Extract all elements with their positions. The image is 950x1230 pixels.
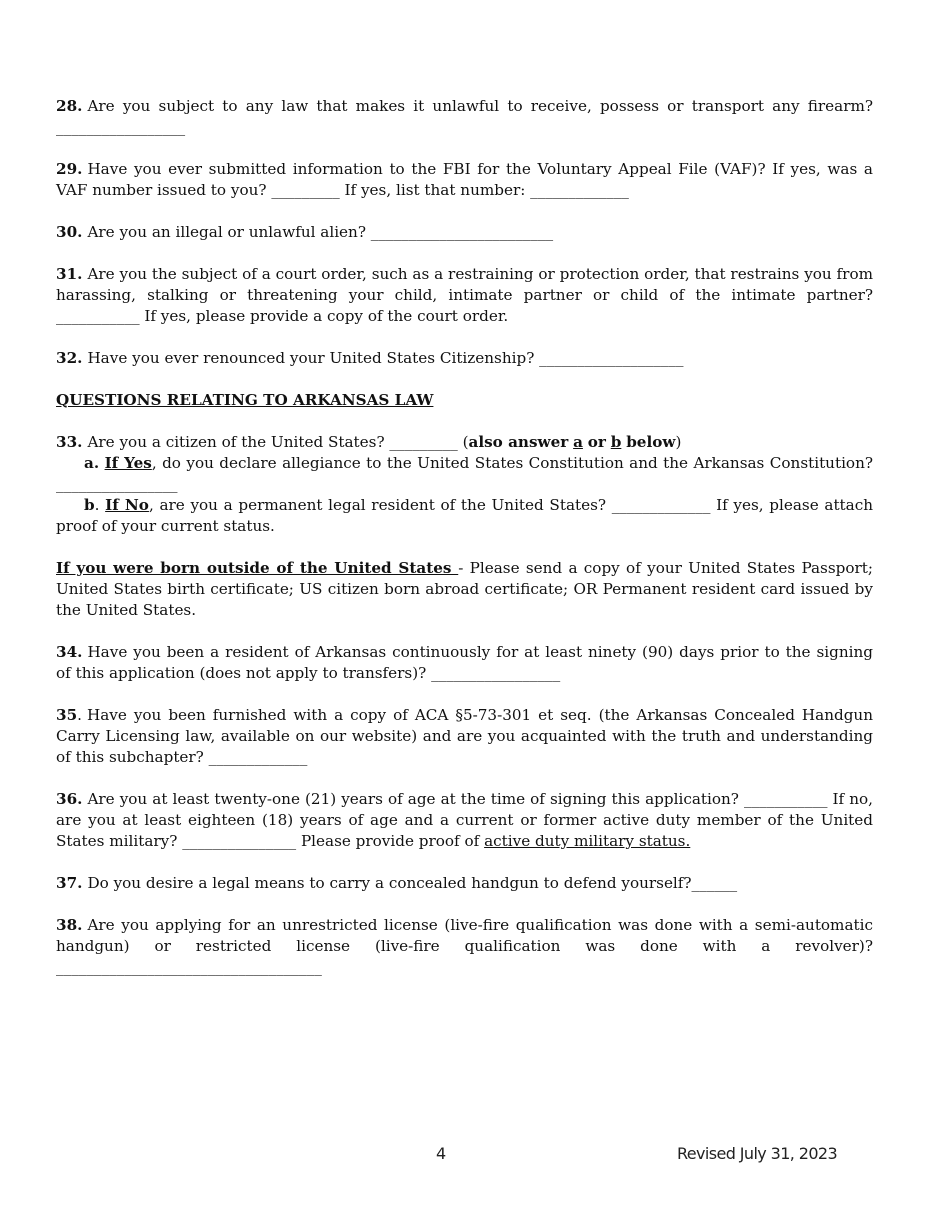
question-dot: . (77, 706, 82, 724)
page-number: 4 (436, 1144, 447, 1163)
question-text: Have you been furnished with a copy of ACA §5-73-301 et seq. (the Arkansas Concealed Handgun Carry Licensing law, available on our website) and are you acquainted with the truth and understanding of this subchapter? _____________ (56, 706, 873, 766)
sub-condition: If No (105, 496, 149, 514)
question-number: 32. (56, 349, 83, 367)
question-37 (56, 873, 873, 894)
sub-dot: . (94, 496, 100, 514)
question-38 (56, 915, 873, 978)
sub-text: , do you declare allegiance to the United States Constitution and the Arkansas Constitution? ________________ (56, 454, 873, 493)
question-33b (56, 495, 873, 537)
question-number: 30. (56, 223, 83, 241)
question-text: Do you desire a legal means to carry a concealed handgun to defend yourself?______ (87, 874, 738, 892)
born-outside-label: If you were born outside of the United States (56, 559, 459, 577)
question-34 (56, 642, 873, 684)
question-number: 31. (56, 265, 83, 283)
born-outside-note (56, 558, 873, 621)
sub-prefix: b (84, 496, 95, 514)
question-text: Are you the subject of a court order, such as a restraining or protection order, that restrains you from harassing, stalking or threatening your child, intimate partner or child of the intimate partner? ___________ If yes, please provide a copy of the court order. (56, 265, 873, 325)
question-33a (56, 453, 873, 495)
question-29 (56, 159, 873, 201)
question-number: 36. (56, 790, 83, 808)
born-outside-text: - Please send a copy of your United States Passport; United States birth certificate; US citizen born abroad certificate; OR Permanent resident card issued by the United States. (56, 559, 873, 619)
question-number: 28. (56, 97, 83, 115)
below-label: below (626, 433, 676, 451)
section-heading: QUESTIONS RELATING TO ARKANSAS LAW (56, 391, 434, 409)
close-paren: ) (675, 433, 682, 451)
question-text: Are you at least twenty-one (21) years of age at the time of signing this application? ___________ If no, are you at least eighteen (18) years of age and a current or former active duty member of the United States military? _______________ Please provide proof of (56, 790, 873, 850)
military-status-note: active duty military status. (484, 832, 691, 850)
question-36 (56, 789, 873, 852)
sub-condition: If Yes (104, 454, 152, 472)
option-b-ref: b (610, 433, 622, 451)
sub-prefix: a. (84, 454, 100, 472)
question-32 (56, 348, 873, 369)
question-number: 34. (56, 643, 83, 661)
question-text: Have you been a resident of Arkansas continuously for at least ninety (90) days prior to the signing of this application (does not apply to transfers)? _________________ (56, 643, 873, 682)
question-text: Are you an illegal or unlawful alien? ________________________ (87, 223, 554, 241)
or-label: or (587, 433, 606, 451)
question-33 (56, 432, 873, 537)
question-28 (56, 96, 873, 138)
question-text: Have you ever submitted information to the FBI for the Voluntary Appeal File (VAF)? If yes, was a VAF number issued to you? _________ If yes, list that number: _____________ (56, 160, 873, 199)
revision-date: Revised July 31, 2023 (677, 1144, 838, 1163)
sub-text: , are you a permanent legal resident of the United States? _____________ If yes, please attach proof of your current status. (56, 496, 873, 535)
question-number: 29. (56, 160, 83, 178)
question-35 (56, 705, 873, 768)
question-text: Have you ever renounced your United States Citizenship? ___________________ (87, 349, 684, 367)
question-number: 38. (56, 916, 83, 934)
question-number: 33. (56, 433, 83, 451)
question-text: Are you a citizen of the United States? _________ ( (87, 433, 469, 451)
question-31 (56, 264, 873, 327)
also-answer-label: also answer (468, 433, 569, 451)
question-30 (56, 222, 873, 243)
option-a-ref: a (573, 433, 583, 451)
question-number: 37. (56, 874, 83, 892)
question-text: Are you applying for an unrestricted license (live-fire qualification was done with a semi-automatic handgun) or restricted license (live-fire qualification was done with a revolver)? ___________________________________ (56, 916, 873, 976)
form-page (56, 96, 873, 999)
question-number: 35 (56, 706, 78, 724)
question-text: Are you subject to any law that makes it unlawful to receive, possess or transport any firearm? _________________ (56, 97, 873, 136)
